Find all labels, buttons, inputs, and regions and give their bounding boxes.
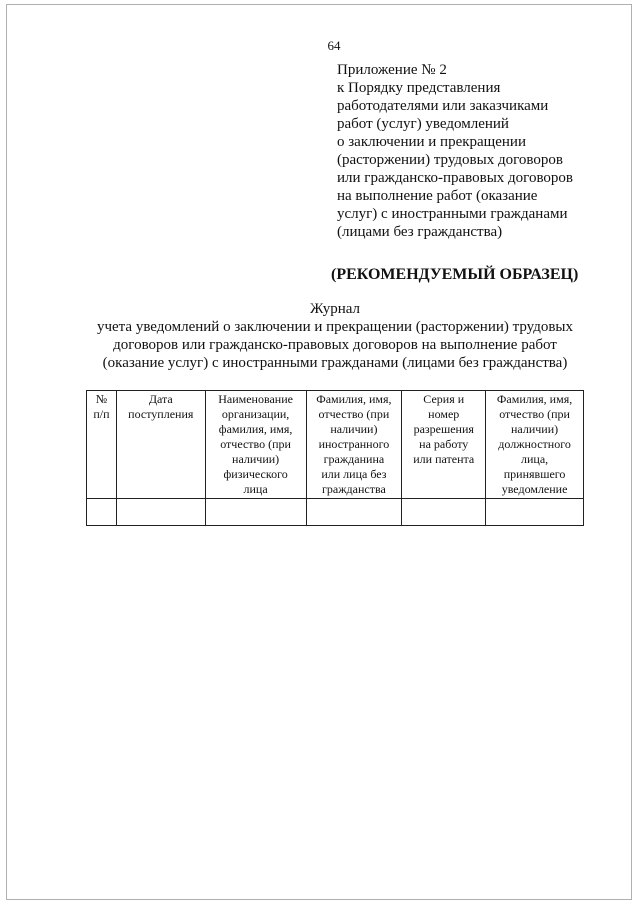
table-cell [116, 499, 205, 526]
journal-subtitle-line: (оказание услуг) с иностранными гражданами (лицами без гражданства) [102, 355, 568, 371]
appendix-block [337, 61, 607, 241]
table-cell [306, 499, 402, 526]
appendix-line: услуг) с иностранными гражданами [337, 206, 568, 222]
appendix-line: на выполнение работ (оказание [337, 188, 538, 204]
table-cell [87, 499, 117, 526]
page-number: 64 [327, 38, 341, 53]
table-cell [486, 499, 584, 526]
appendix-line: (лицами без гражданства) [337, 224, 503, 240]
appendix-line: Приложение № 2 [337, 62, 447, 78]
journal-table [86, 390, 584, 526]
table-header-row [87, 391, 584, 499]
appendix-line: работодателями или заказчиками [337, 98, 549, 114]
journal-subtitle-line: договоров или гражданско-правовых договоров на выполнение работ [113, 337, 557, 353]
journal-subtitle-line: учета уведомлений о заключении и прекращении (расторжении) трудовых [96, 319, 574, 335]
header-cell-date: Дата поступления [116, 391, 205, 499]
header-cell-number: № п/п [87, 391, 117, 499]
table-cell [205, 499, 306, 526]
header-cell-permit: Серия и номер разрешения на работу или патента [402, 391, 486, 499]
appendix-line: или гражданско-правовых договоров [337, 170, 574, 186]
appendix-line: о заключении и прекращении [337, 134, 526, 150]
journal-heading [40, 300, 630, 372]
sample-title: (РЕКОМЕНДУЕМЫЙ ОБРАЗЕЦ) [331, 266, 579, 283]
appendix-line: (расторжении) трудовых договоров [337, 152, 563, 168]
appendix-line: к Порядку представления [337, 80, 501, 96]
header-cell-official: Фамилия, имя, отчество (при наличии) должностного лица, принявшего уведомление [486, 391, 584, 499]
table-row [87, 499, 584, 526]
header-cell-employer: Наименование организации, фамилия, имя, отчество (при наличии) физического лица [205, 391, 306, 499]
appendix-line: работ (услуг) уведомлений [337, 116, 509, 132]
header-cell-foreign-citizen: Фамилия, имя, отчество (при наличии) иностранного гражданина или лица без гражданства [306, 391, 402, 499]
journal-title: Журнал [309, 301, 360, 317]
table-cell [402, 499, 486, 526]
